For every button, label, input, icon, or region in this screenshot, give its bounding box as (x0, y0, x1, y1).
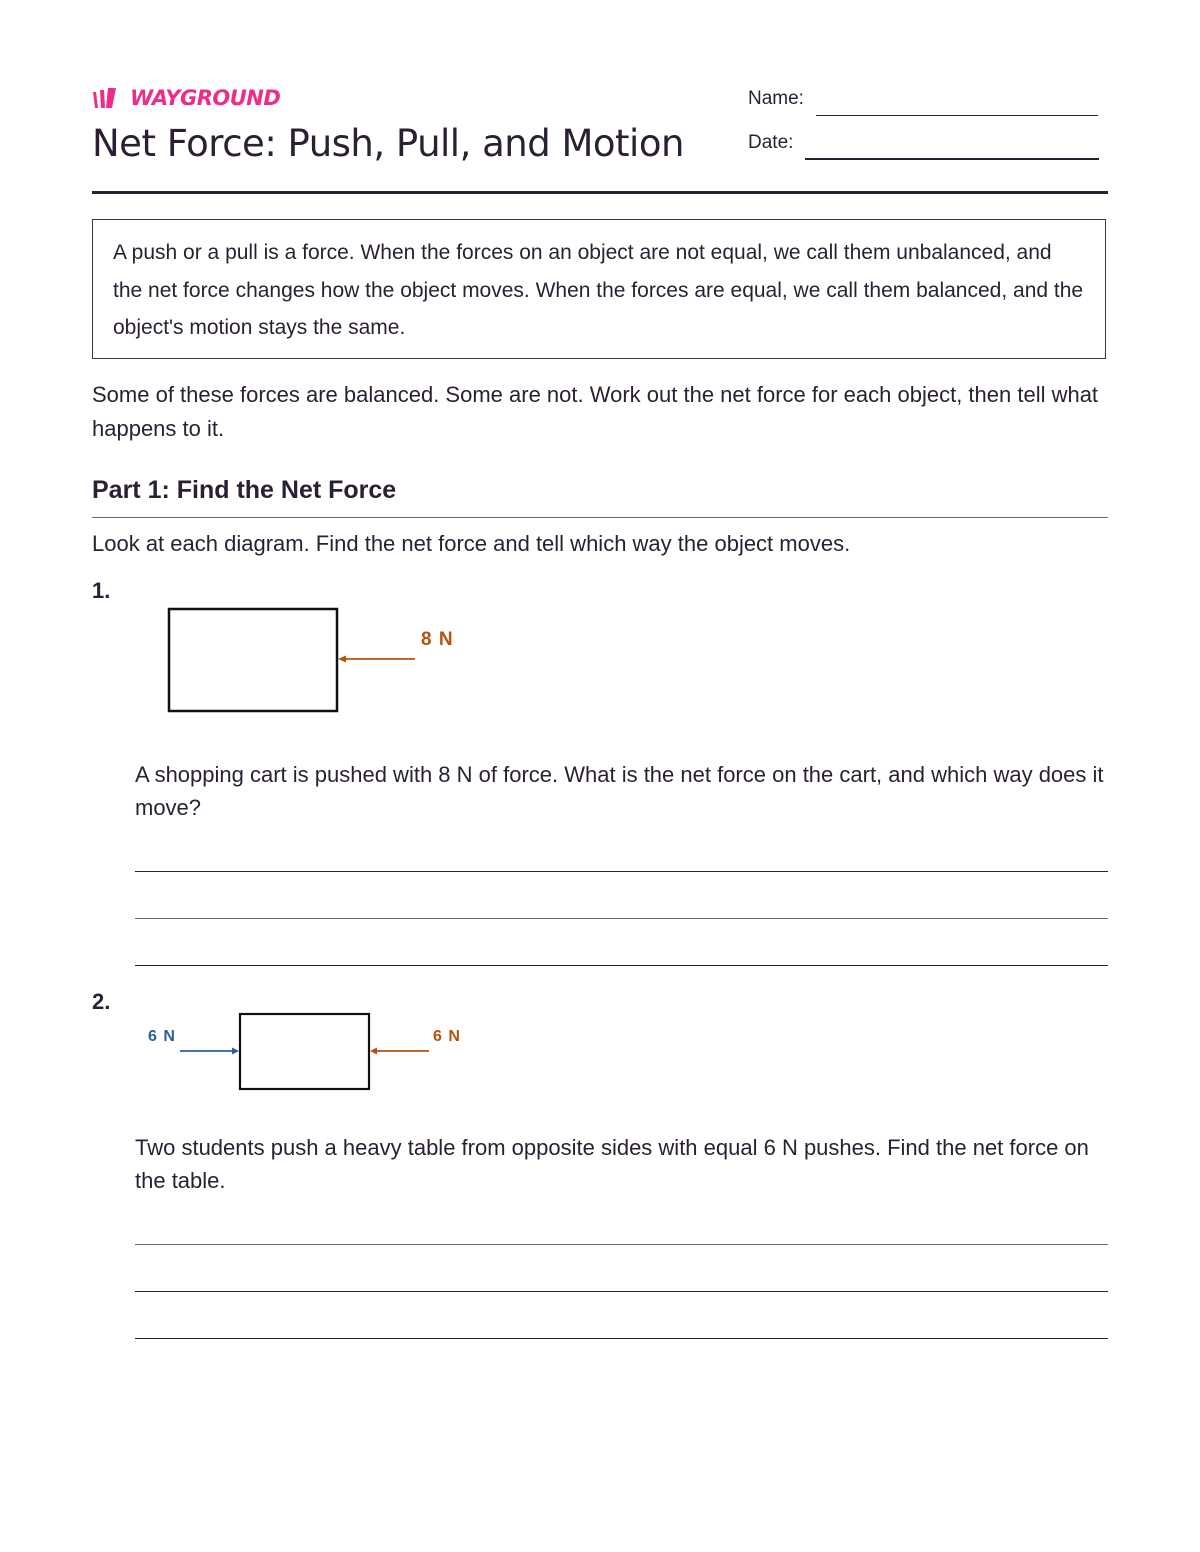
brand-name: WAYGROUND (130, 86, 281, 110)
brand-logo (92, 86, 280, 110)
force-label: 6 N (148, 1028, 176, 1045)
answer-line[interactable] (135, 1338, 1108, 1339)
date-line[interactable] (805, 158, 1099, 160)
question-text: Two students push a heavy table from opposite sides with equal 6 N pushes. Find the net force on the table. (135, 1135, 1089, 1193)
force-diagram-1 (160, 600, 480, 720)
wayground-logo-icon (92, 86, 124, 110)
name-line[interactable] (816, 115, 1098, 116)
question-number: 2. (92, 989, 111, 1014)
date-label: Date: (748, 132, 794, 153)
question-number: 1. (92, 578, 111, 603)
force-label: 6 N (433, 1028, 461, 1045)
object-box (240, 1014, 369, 1089)
answer-line[interactable] (135, 1244, 1108, 1245)
answer-line[interactable] (135, 1291, 1108, 1292)
force-diagram-2 (140, 1008, 470, 1098)
header-divider (92, 191, 1108, 194)
arrowhead-icon (232, 1048, 239, 1055)
name-label: Name: (748, 88, 804, 109)
instructions: Some of these forces are balanced. Some are not. Work out the net force for each object, then tell what happens to it. (92, 382, 1099, 441)
force-label: 8 N (421, 629, 454, 650)
question-text: A shopping cart is pushed with 8 N of force. What is the net force on the cart, and which way does it move? (135, 762, 1104, 820)
arrowhead-icon (338, 656, 346, 663)
answer-line[interactable] (135, 965, 1108, 966)
name-field[interactable] (748, 88, 1098, 110)
part-divider (92, 517, 1108, 518)
intro-box: A push or a pull is a force. When the forces on an object are not equal, we call them unbalanced, and the net force changes how the object moves. When the forces are equal, we call them balanced, and the object's motion stays the same. (92, 219, 1106, 359)
answer-line[interactable] (135, 918, 1108, 919)
part-heading: Part 1: Find the Net Force (92, 476, 397, 504)
date-field[interactable] (748, 132, 1099, 154)
page-title: Net Force: Push, Pull, and Motion (92, 122, 684, 165)
object-box (169, 609, 337, 711)
arrowhead-icon (370, 1048, 377, 1055)
part-instruction: Look at each diagram. Find the net force and tell which way the object moves. (92, 531, 851, 556)
answer-line[interactable] (135, 871, 1108, 872)
